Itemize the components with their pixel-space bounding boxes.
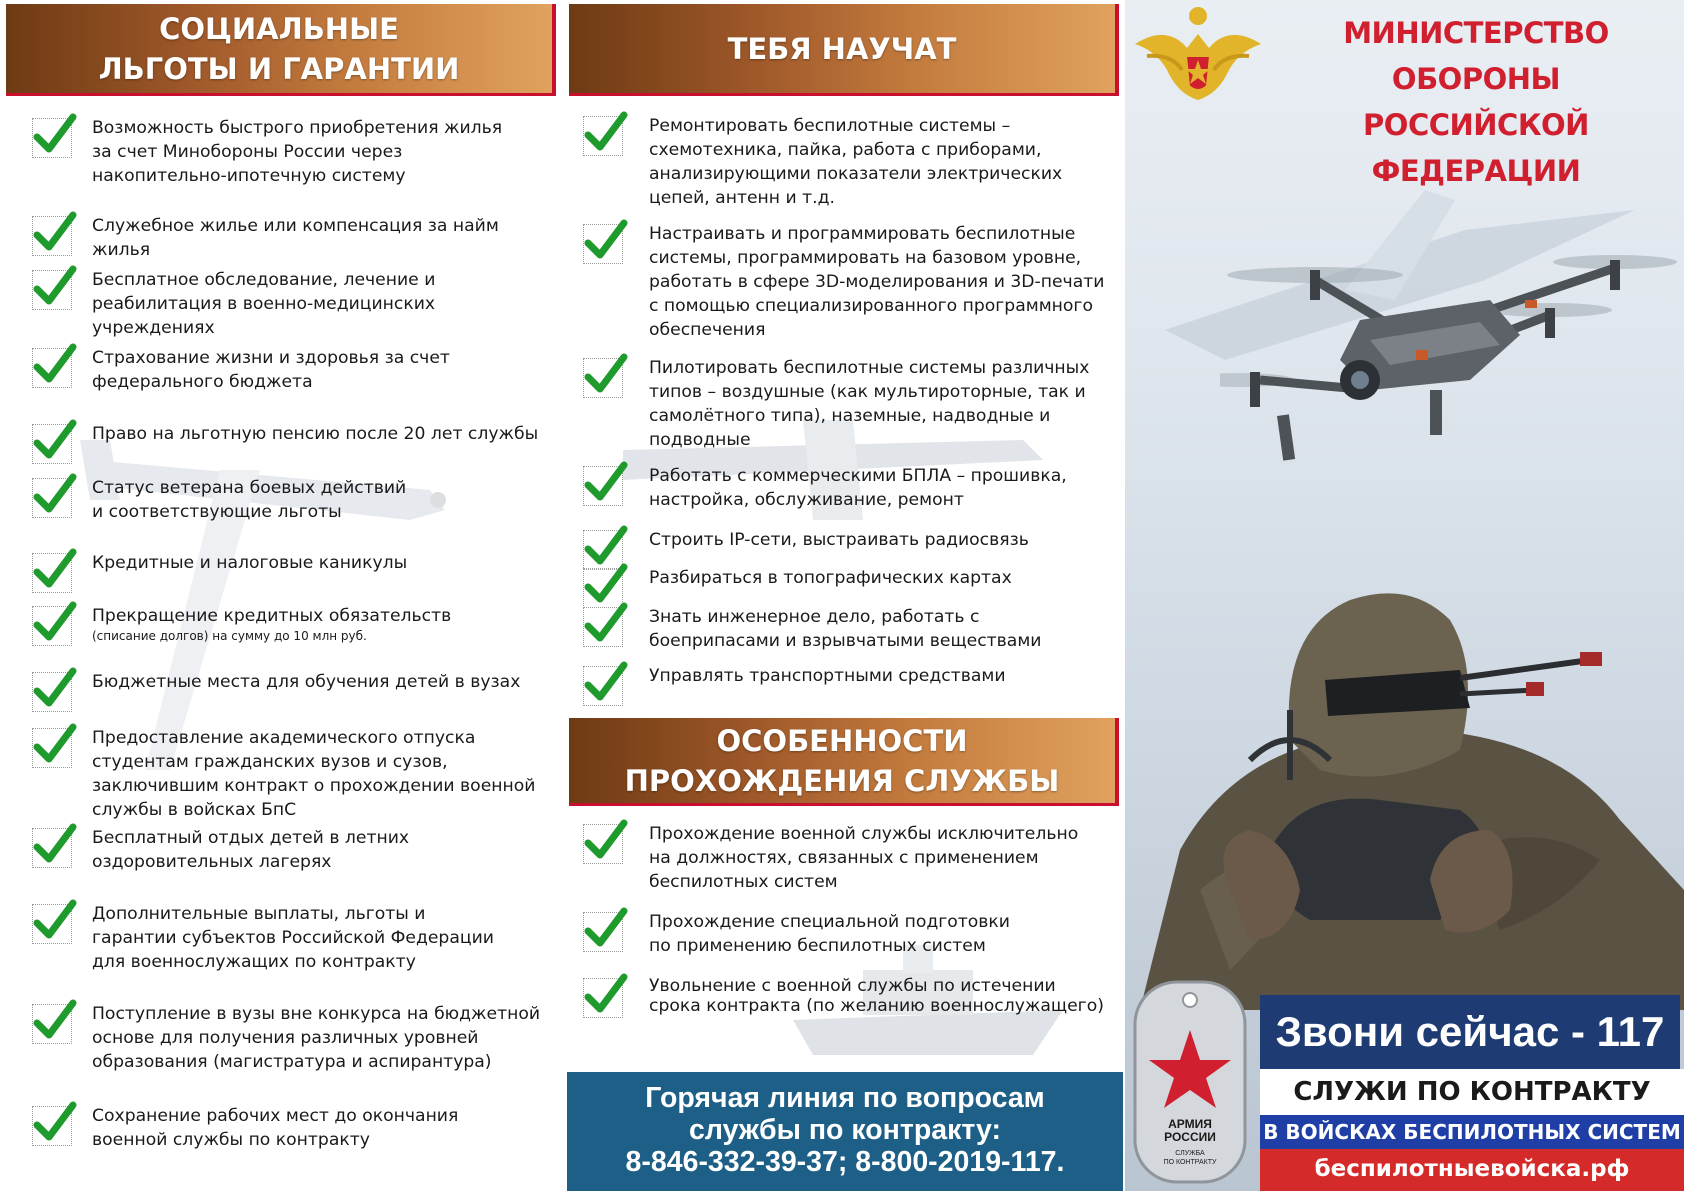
check-mark-icon [32, 478, 72, 518]
check-mark-icon [583, 466, 623, 506]
soldier-operator-illustration [1140, 590, 1684, 1010]
list-item [583, 528, 1123, 570]
tag-line-1: АРМИЯ [1168, 1117, 1212, 1131]
ministry-title-line: МИНИСТЕРСТВО ОБОРОНЫ [1343, 16, 1609, 96]
list-item [32, 116, 562, 188]
check-mark-icon [583, 978, 623, 1018]
unmanned-troops-slogan: В ВОЙСКАХ БЕСПИЛОТНЫХ СИСТЕМ [1260, 1115, 1684, 1149]
list-item [32, 422, 562, 464]
tag-line-4: ПО КОНТРАКТУ [1163, 1159, 1217, 1166]
list-item-text: Возможность быстрого приобретения жилья за счет Минобороны России через накопительно-ипотечную систему [92, 118, 503, 186]
banner-title-line: ОСОБЕННОСТИ [716, 723, 968, 758]
banner-title: ТЕБЯ НАУЧАТ [727, 31, 957, 66]
list-item-text: Работать с коммерческими БПЛА – прошивка, настройка, обслуживание, ремонт [649, 466, 1067, 510]
list-item [32, 551, 562, 593]
check-mark-icon [32, 216, 72, 256]
check-mark-icon [32, 553, 72, 593]
list-item [583, 976, 1123, 1018]
list-item [583, 464, 1123, 512]
banner-title-line: ЛЬГОТЫ И ГАРАНТИИ [98, 51, 460, 86]
list-item-text: Бюджетные места для обучения детей в вузах [92, 672, 521, 692]
list-item-text: Управлять транспортными средствами [649, 666, 1006, 686]
ministry-title-line: РОССИЙСКОЙ ФЕДЕРАЦИИ [1363, 108, 1589, 188]
list-item [32, 604, 562, 646]
list-item-text: Пилотировать беспилотные системы различных типов – воздушные (как мультироторные, так и самолётного типа), наземные, надводные и подводные [649, 358, 1090, 450]
training-column [563, 0, 1125, 1191]
list-item-text: Поступление в вузы вне конкурса на бюджетной основе для получения различных уровней образования (магистратура и аспирантура) [92, 1004, 541, 1072]
poster-column [1125, 0, 1684, 1191]
list-item [583, 566, 1123, 608]
check-mark-icon [583, 358, 623, 398]
social-benefits-column [0, 0, 563, 1191]
check-mark-icon [32, 1004, 72, 1044]
list-item-text [92, 604, 562, 644]
double-headed-eagle-emblem [1127, 4, 1269, 114]
list-item-text: Настраивать и программировать беспилотные системы, программировать на базовом уровне, работать в сфере 3D-моделирования и 3D-печати с помощью специализированного программного обеспечения [649, 224, 1105, 340]
check-mark-icon [583, 224, 623, 264]
check-mark-icon [32, 1106, 72, 1146]
hotline-phones: 8-846-332-39-37; 8-800-2019-117. [625, 1146, 1065, 1178]
list-item [32, 670, 562, 712]
training-banner [569, 4, 1119, 96]
check-mark-icon [32, 270, 72, 310]
list-item [583, 605, 1123, 653]
list-item [583, 664, 1123, 706]
check-mark-icon [32, 828, 72, 868]
list-item-text: Строить IP-сети, выстраивать радиосвязь [649, 530, 1029, 550]
list-item-text: Кредитные и налоговые каникулы [92, 553, 408, 573]
check-mark-icon [583, 912, 623, 952]
list-item-text: Служебное жилье или компенсация за найм жилья [92, 216, 499, 260]
list-item-text: Статус ветерана боевых действий и соответствующие льготы [92, 478, 407, 522]
social-benefits-banner [6, 4, 556, 96]
check-mark-icon [583, 607, 623, 647]
list-item [583, 910, 1123, 958]
list-item-text: Увольнение с военной службы по истечении срока контракта (по желанию военнослужащего) [649, 976, 1104, 1016]
check-mark-icon [583, 116, 623, 156]
service-features-banner [569, 718, 1119, 806]
list-item-text: Прохождение военной службы исключительно на должностях, связанных с применением беспилотных систем [649, 824, 1079, 892]
list-item-text: Страхование жизни и здоровья за счет федерального бюджета [92, 348, 450, 392]
tag-line-2: РОССИИ [1164, 1130, 1216, 1144]
list-item [32, 726, 562, 822]
list-item [32, 826, 562, 874]
list-item-text: Разбираться в топографических картах [649, 568, 1012, 588]
list-item-note: (списание долгов) на сумму до 10 млн руб. [92, 629, 367, 643]
list-item [32, 1002, 562, 1074]
list-item-text: Сохранение рабочих мест до окончания военной службы по контракту [92, 1106, 459, 1150]
list-item [32, 902, 562, 974]
list-item-main: Прекращение кредитных обязательств [92, 606, 452, 626]
list-item-text: Предоставление академического отпуска студентам гражданских вузов и сузов, заключившим контракт о прохождении военной службы в войсках БпС [92, 728, 536, 820]
hotline-panel [567, 1072, 1123, 1191]
army-dog-tag [1127, 972, 1252, 1187]
list-item [583, 356, 1123, 452]
call-now-banner: Звони сейчас - 117 [1260, 995, 1680, 1069]
list-item [32, 268, 562, 340]
list-item [583, 822, 1123, 894]
ministry-title [1271, 10, 1681, 194]
list-item-text: Ремонтировать беспилотные системы – схемотехника, пайка, работа с приборами, анализирующими показатели электрических цепей, антенн и т.д. [649, 116, 1063, 208]
list-item [32, 1104, 562, 1152]
hotline-title: Горячая линия по вопросам [645, 1082, 1045, 1114]
check-mark-icon [32, 728, 72, 768]
check-mark-icon [32, 606, 72, 646]
banner-title-line: ПРОХОЖДЕНИЯ СЛУЖБЫ [624, 763, 1060, 798]
tag-line-3: СЛУЖБА [1175, 1150, 1205, 1157]
check-mark-icon [583, 824, 623, 864]
list-item-text: Бесплатное обследование, лечение и реабилитация в военно-медицинских учреждениях [92, 270, 436, 338]
list-item-text: Бесплатный отдых детей в летних оздоровительных лагерях [92, 828, 410, 872]
list-item [32, 214, 562, 262]
check-mark-icon [32, 904, 72, 944]
check-mark-icon [32, 118, 72, 158]
list-item [32, 346, 562, 394]
list-item-text: Право на льготную пенсию после 20 лет службы [92, 424, 539, 444]
list-item [583, 222, 1123, 342]
quadcopter-drone-illustration [1220, 240, 1680, 480]
check-mark-icon [32, 672, 72, 712]
list-item-text: Прохождение специальной подготовки по применению беспилотных систем [649, 912, 1010, 956]
check-mark-icon [32, 348, 72, 388]
check-mark-icon [32, 424, 72, 464]
list-item [583, 114, 1123, 210]
banner-title-line: СОЦИАЛЬНЫЕ [159, 11, 399, 46]
check-mark-icon [583, 666, 623, 706]
website-link[interactable]: беспилотныевойска.рф [1260, 1149, 1684, 1191]
list-item-text: Дополнительные выплаты, льготы и гарантии субъектов Российской Федерации для военнослужащих по контракту [92, 904, 494, 972]
list-item [32, 476, 562, 524]
contract-service-slogan: СЛУЖИ ПО КОНТРАКТУ [1260, 1069, 1684, 1115]
hotline-subtitle: службы по контракту: [688, 1114, 1001, 1146]
list-item-text: Знать инженерное дело, работать с боеприпасами и взрывчатыми веществами [649, 607, 1042, 651]
